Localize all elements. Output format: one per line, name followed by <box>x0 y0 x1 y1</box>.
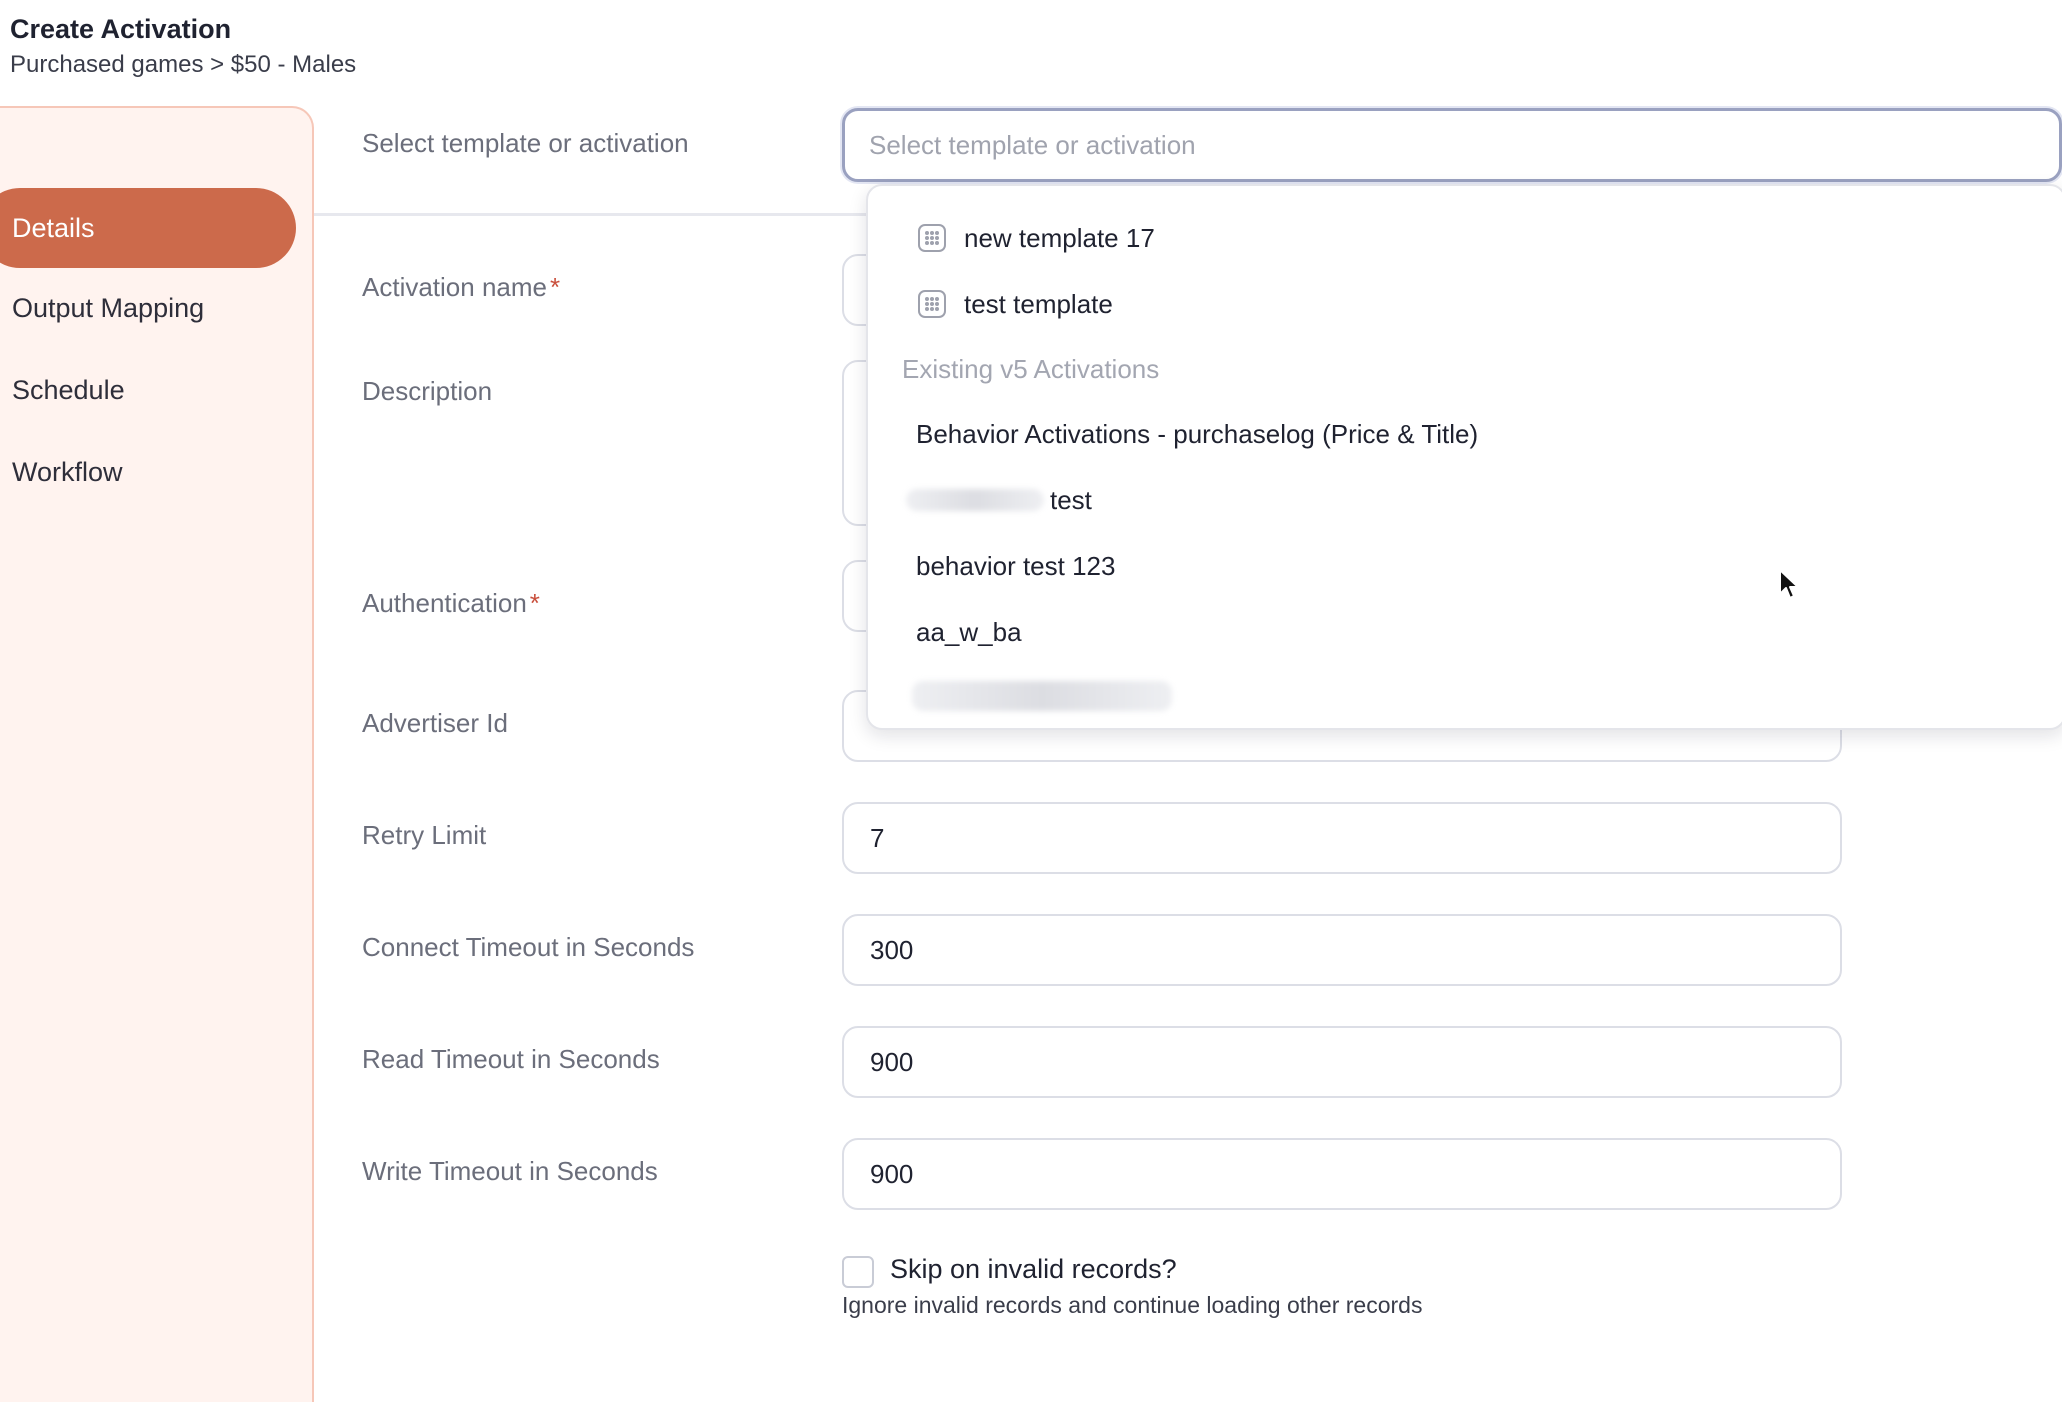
dropdown-option[interactable] <box>916 414 1478 454</box>
sidebar-item-label: Details <box>12 212 95 243</box>
template-search-input[interactable] <box>842 108 2062 182</box>
redacted-text <box>906 489 1044 511</box>
sidebar-item-output-mapping[interactable] <box>0 268 296 348</box>
sidebar <box>0 106 314 1402</box>
write-timeout-label: Write Timeout in Seconds <box>362 1156 658 1186</box>
authentication-label: Authentication * <box>362 588 540 618</box>
skip-invalid-help-text: Ignore invalid records and continue loading other records <box>842 1292 1423 1318</box>
sidebar-item-label: Output Mapping <box>12 292 205 323</box>
dropdown-option[interactable] <box>916 612 1022 652</box>
dropdown-option-label: behavior test 123 <box>916 550 1116 581</box>
template-icon <box>916 222 948 254</box>
retry-limit-input[interactable]: 7 <box>842 802 1842 874</box>
breadcrumb: Purchased games > $50 - Males <box>10 51 357 78</box>
skip-invalid-checkbox[interactable] <box>842 1256 874 1288</box>
dropdown-option[interactable] <box>916 284 1113 324</box>
connect-timeout-input[interactable]: 300 <box>842 914 1842 986</box>
dropdown-option[interactable] <box>916 546 1115 586</box>
sidebar-item-details[interactable] <box>0 188 296 268</box>
skip-invalid-label: Skip on invalid records? <box>890 1254 1177 1284</box>
activation-name-label: Activation name * <box>362 272 561 302</box>
mouse-cursor-icon <box>1778 568 1804 602</box>
dropdown-option-label: test template <box>964 288 1113 319</box>
sidebar-item-label: Schedule <box>12 374 125 405</box>
dropdown-option-label: Behavior Activations - purchaselog (Price & Title) <box>916 418 1479 449</box>
dropdown-group-label: Existing v5 Activations <box>902 354 1160 384</box>
template-select-label: Select template or activation <box>362 128 689 158</box>
dropdown-option-label: test <box>1050 484 1092 515</box>
description-label: Description <box>362 376 493 406</box>
dropdown-option[interactable] <box>912 676 1178 716</box>
read-timeout-label: Read Timeout in Seconds <box>362 1044 660 1074</box>
dropdown-option-label: new template 17 <box>964 222 1155 253</box>
dropdown-option[interactable] <box>916 218 1155 258</box>
template-dropdown <box>866 184 2062 730</box>
retry-limit-label: Retry Limit <box>362 820 487 850</box>
sidebar-item-schedule[interactable] <box>0 350 296 430</box>
template-icon <box>916 288 948 320</box>
connect-timeout-label: Connect Timeout in Seconds <box>362 932 695 962</box>
advertiser-id-label: Advertiser Id <box>362 708 508 738</box>
page-title: Create Activation <box>10 14 232 44</box>
sidebar-item-label: Workflow <box>12 456 123 487</box>
dropdown-option-label: aa_w_ba <box>916 616 1022 647</box>
dropdown-option[interactable] <box>906 480 1092 520</box>
redacted-text <box>912 681 1172 711</box>
required-marker: * <box>529 588 540 618</box>
sidebar-item-workflow[interactable] <box>0 432 296 512</box>
write-timeout-input[interactable]: 900 <box>842 1138 1842 1210</box>
read-timeout-input[interactable]: 900 <box>842 1026 1842 1098</box>
required-marker: * <box>549 272 561 302</box>
